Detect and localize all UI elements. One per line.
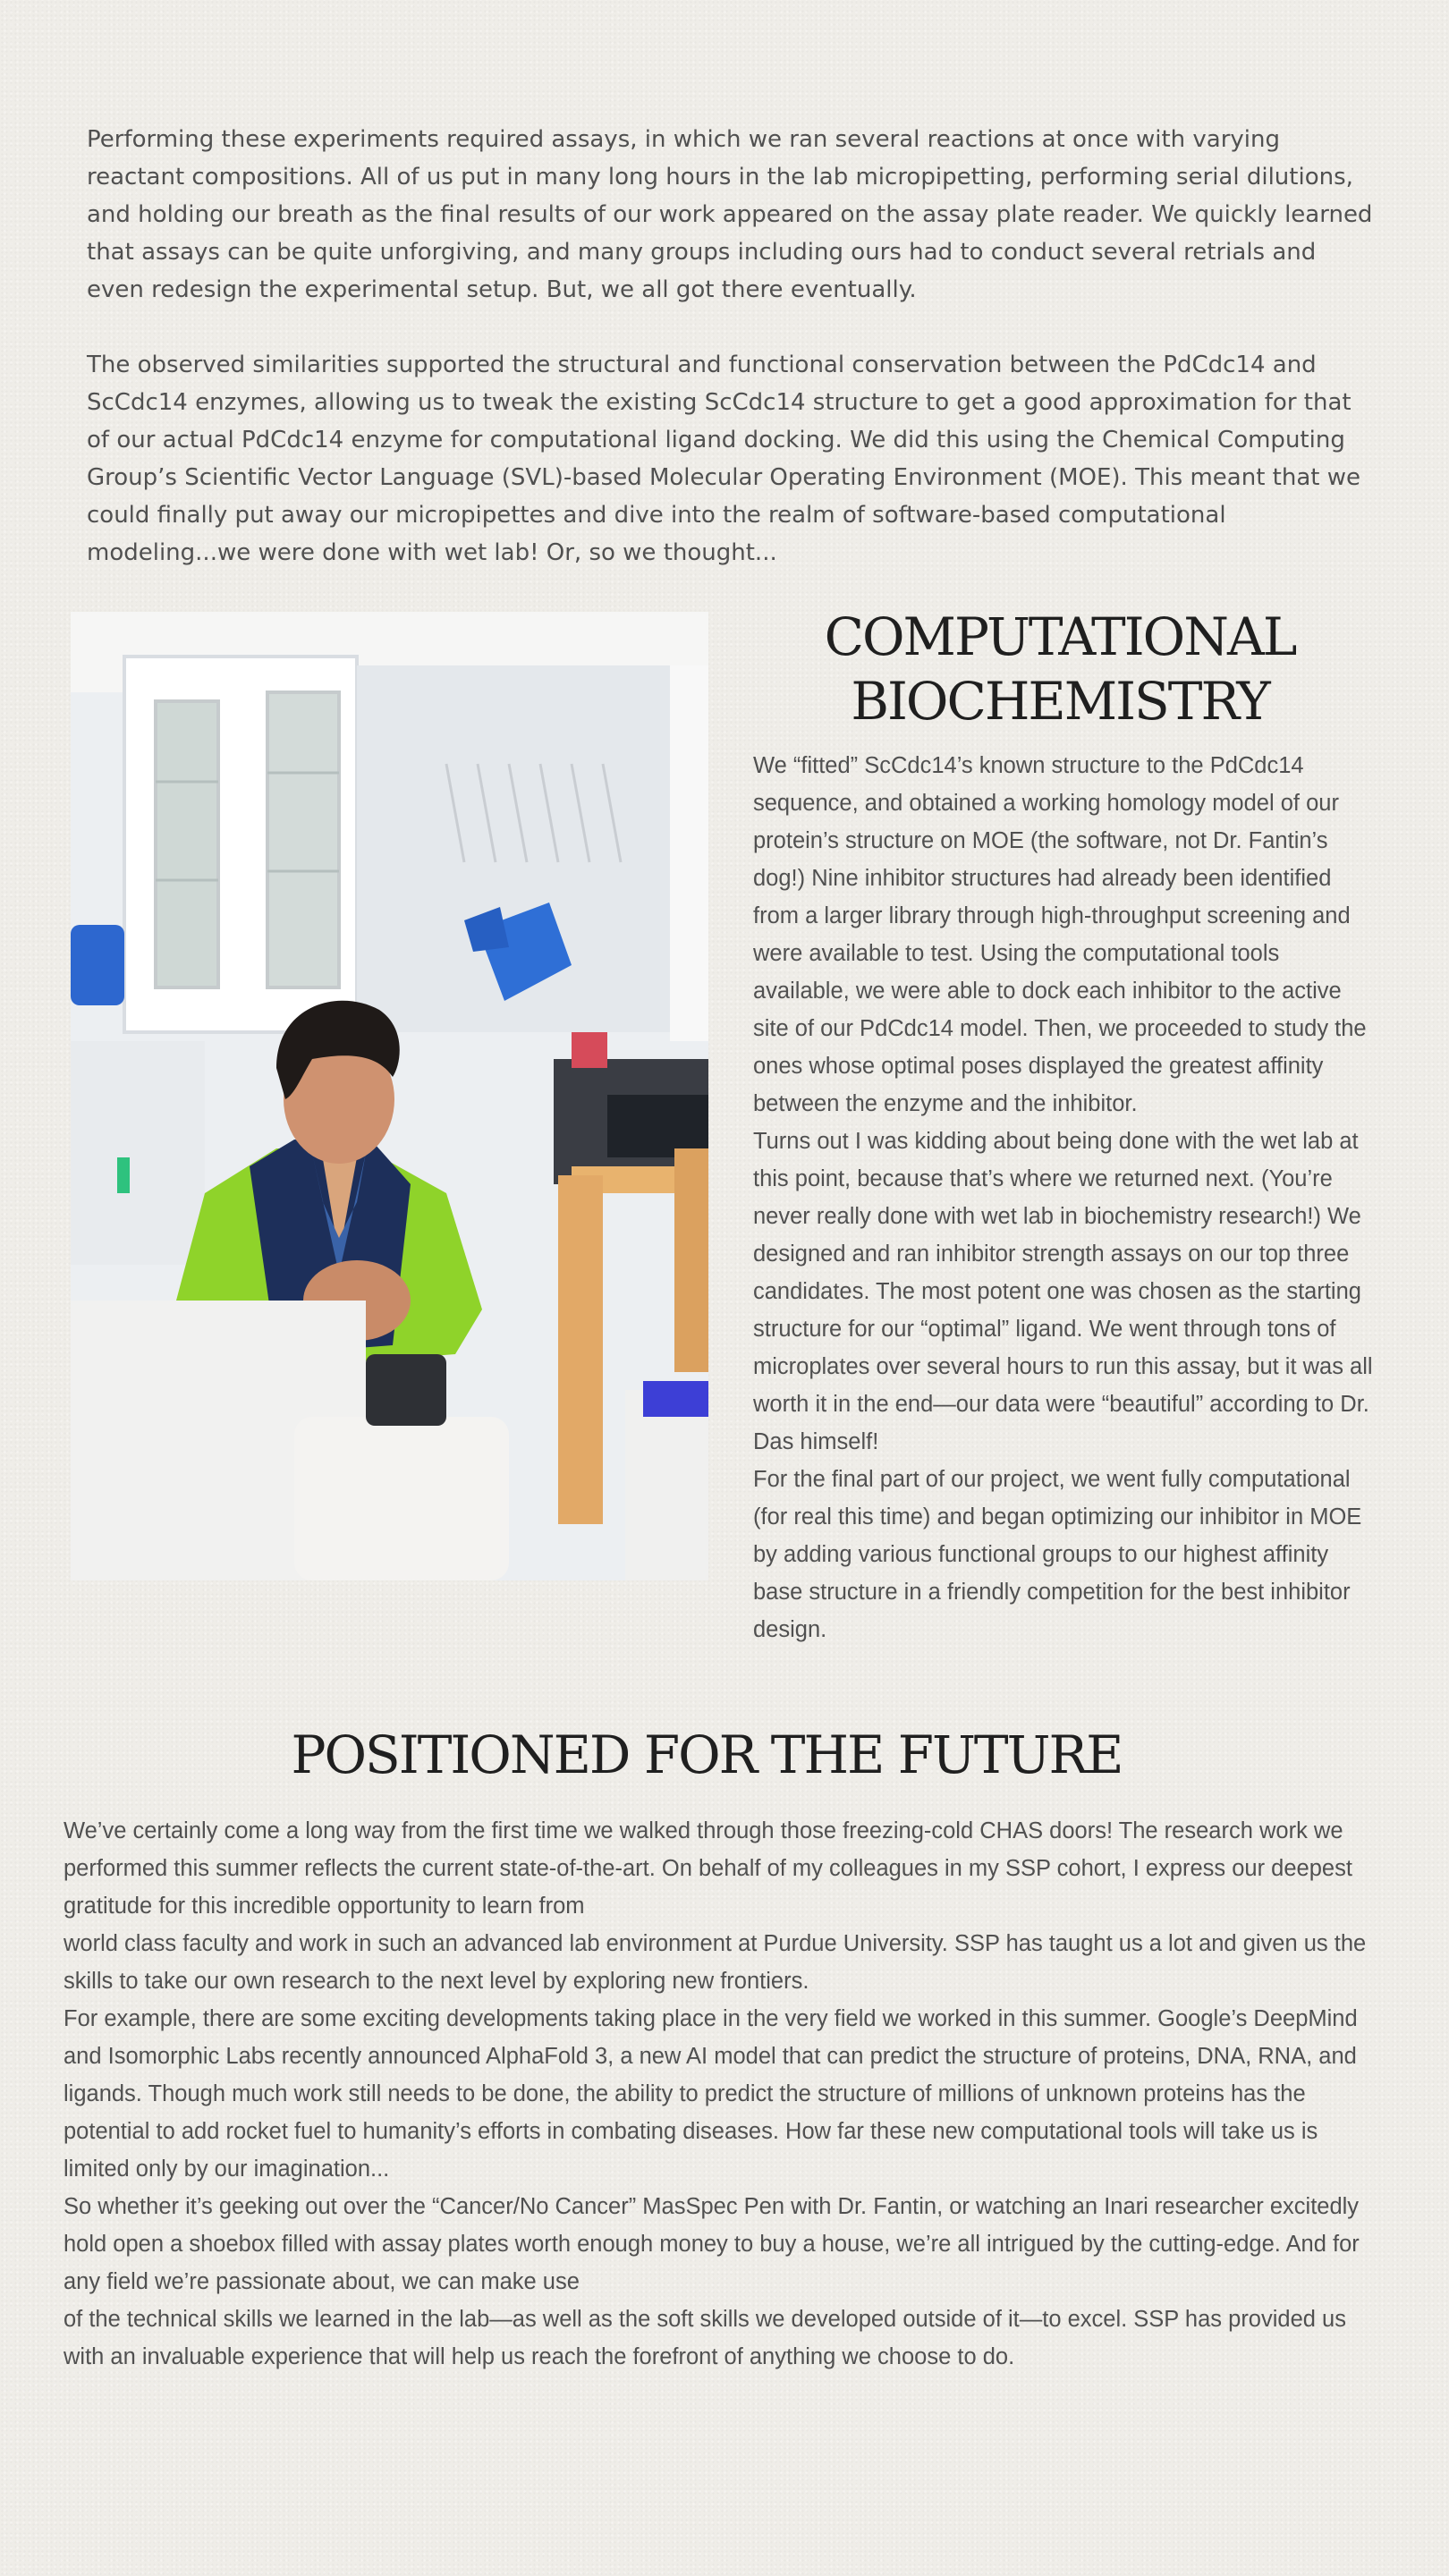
student-in-lab-photo xyxy=(71,612,708,1580)
intro-paragraph-similarities: The observed similarities supported the structural and functional conservation between the PdCdc14 and ScCdc14 enzymes, allowing us to tweak the existing ScCdc14 structure to get a good approximation for that of our actual PdCdc14 enzyme for computational ligand docking. We did this using the Chemical Computing Group’s Scientific Vector Language (SVL)-based Molecular Operating Environment (MOE). This meant that we could finally put away our micropipettes and dive into the realm of software-based computational modeling...we were done with wet lab! Or, so we thought... xyxy=(87,352,1360,566)
future-paragraph-gratitude: gratitude for this incredible opportunity to learn from xyxy=(64,1894,585,1919)
future-paragraph-cutting-edge: So whether it’s geeking out over the “Cancer/No Cancer” MasSpec Pen with Dr. Fantin, or watching an Inari researcher excitedly hold open a shoebox filled with assay plates worth enough money to buy a house, we’re all intrigued by the cutting-edge. And for any field we’re passionate about, we can make use xyxy=(64,2194,1360,2294)
future-paragraph-skills: of the technical skills we learned in the lab—as well as the soft skills we developed outside of it—to excel. SSP has provided us with an invaluable experience that will help us reach the forefront of anything we choose to do. xyxy=(64,2307,1346,2369)
computational-biochemistry-heading: COMPUTATIONAL BIOCHEMISTRY xyxy=(824,606,1296,732)
future-paragraph-alphafold: For example, there are some exciting developments taking place in the very field we worked in this summer. Google’s DeepMind and Isomorphic Labs recently announced AlphaFold 3, a new AI model that can predict the structure of proteins, DNA, RNA, and ligands. Though much work still needs to be done, the ability to predict the structure of millions of unknown proteins has the potential to add rocket fuel to humanity’s efforts in combating diseases. How far these new computational tools will take us is limited only by our imagination... xyxy=(64,2006,1358,2182)
computational-paragraph-homology: We “fitted” ScCdc14’s known structure to the PdCdc14 sequence, and obtained a working homology model of our protein’s structure on MOE (the software, not Dr. Fantin’s dog!) Nine inhibitor structures had already been identified from a larger library through high-throughput screening and were available to test. Using the computational tools available, we were able to dock each inhibitor to the active site of our PdCdc14 model. Then, we proceeded to study the ones whose optimal poses displayed the greatest affinity between the enzyme and the inhibitor. xyxy=(753,753,1367,1116)
computational-paragraph-final-part: For the final part of our project, we went fully computational (for real this time) and began optimizing our inhibitor in MOE by adding various functional groups to our highest affinity base structure in a friendly competition for the best inhibitor design. xyxy=(753,1467,1362,1642)
future-section-text xyxy=(64,1812,1387,2376)
future-paragraph-purdue: world class faculty and work in such an advanced lab environment at Purdue University. SSP has taught us a lot and given us the skills to take our own research to the next level by exploring new frontiers. xyxy=(64,1931,1367,1994)
computational-section-text xyxy=(753,747,1379,1648)
future-paragraph-cohort: We’ve certainly come a long way from the first time we walked through those freezing-cold CHAS doors! The research work we performed this summer reflects the current state-of-the-art. On behalf of my colleagues in my SSP cohort, I express our deepest xyxy=(64,1818,1352,1881)
intro-paragraph-assays: Performing these experiments required assays, in which we ran several reactions at once with varying reactant compositions. All of us put in many long hours in the lab micropipetting, performing serial dilutions, and holding our breath as the final results of our work appeared on the assay plate reader. We quickly learned that assays can be quite unforgiving, and many groups including ours had to conduct several retrials and even redesign the experimental setup. But, we all got there eventually. xyxy=(87,126,1373,303)
computational-paragraph-wet-lab: Turns out I was kidding about being done with the wet lab at this point, because that’s where we returned next. (You’re never really done with wet lab in biochemistry research!) We designed and ran inhibitor strength assays on our top three candidates. The most potent one was chosen as the starting structure for our “optimal” ligand. We went through tons of microplates over several hours to run this assay, but it was all worth it in the end—our data were “beautiful” according to Dr. Das himself! xyxy=(753,1129,1373,1454)
positioned-for-the-future-heading: POSITIONED FOR THE FUTURE xyxy=(291,1724,1123,1785)
